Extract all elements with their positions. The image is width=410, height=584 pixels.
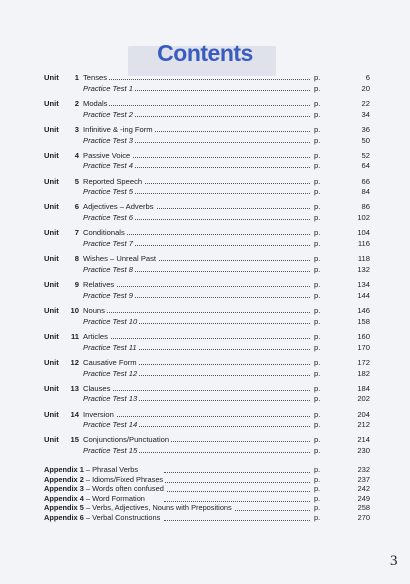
unit-label: Unit: [44, 254, 59, 264]
practice-test-row[interactable]: [44, 290, 370, 301]
unit-row[interactable]: [44, 357, 370, 368]
page-prefix: p.: [314, 503, 321, 512]
unit-number: 4: [74, 150, 79, 160]
unit-entry: [44, 305, 370, 331]
unit-page: 6: [365, 73, 370, 82]
appendix-label: Appendix 6: [44, 512, 84, 522]
page-prefix: p.: [314, 368, 321, 378]
unit-title: Infinitive & -ing Form: [83, 124, 153, 134]
practice-test-title: Practice Test 10: [83, 316, 138, 326]
practice-test-row[interactable]: [44, 83, 370, 94]
unit-entry: [44, 72, 370, 98]
page-prefix: p.: [314, 150, 321, 160]
page-prefix: p.: [314, 409, 321, 419]
practice-test-title: Practice Test 8: [83, 265, 133, 275]
unit-number: 8: [74, 254, 79, 264]
unit-entry: [44, 176, 370, 202]
dot-leader: [104, 338, 310, 339]
unit-label: Unit: [44, 409, 59, 419]
unit-entry: [44, 253, 370, 279]
dot-leader: [104, 390, 310, 391]
practice-test-page: 50: [361, 135, 370, 145]
practice-test-title: Practice Test 3: [83, 135, 133, 145]
unit-row[interactable]: [44, 434, 370, 445]
practice-test-title: Practice Test 9: [83, 290, 133, 300]
unit-title: Reported Speech: [83, 176, 143, 186]
unit-label: Unit: [44, 73, 59, 82]
dot-leader: [164, 472, 310, 473]
unit-label: Unit: [44, 435, 59, 445]
practice-test-page: 34: [361, 109, 370, 119]
unit-title: Tenses: [83, 73, 108, 82]
appendix-page: 232: [357, 465, 370, 474]
page-prefix: p.: [314, 465, 321, 474]
unit-entry: [44, 124, 370, 150]
unit-row[interactable]: [44, 279, 370, 290]
dot-leader: [164, 482, 310, 483]
page-prefix: p.: [314, 239, 321, 249]
unit-row[interactable]: [44, 98, 370, 109]
unit-page: 204: [357, 409, 370, 419]
unit-label: Unit: [44, 383, 59, 393]
page-prefix: p.: [314, 383, 321, 393]
page-prefix: p.: [314, 161, 321, 171]
practice-test-title: Practice Test 13: [83, 394, 138, 404]
page-prefix: p.: [314, 290, 321, 300]
practice-test-title: Practice Test 1: [83, 83, 133, 93]
unit-row[interactable]: [44, 305, 370, 316]
page-title: Contents: [157, 40, 253, 66]
appendix-label: Appendix 3: [44, 484, 84, 493]
practice-test-page: 102: [357, 213, 370, 223]
unit-row[interactable]: [44, 331, 370, 342]
unit-row[interactable]: [44, 201, 370, 212]
page-prefix: p.: [314, 484, 321, 493]
unit-row[interactable]: [44, 383, 370, 394]
unit-entry: [44, 227, 370, 253]
practice-test-page: 230: [357, 446, 370, 456]
practice-test-page: 212: [357, 420, 370, 430]
unit-number: 9: [74, 280, 79, 290]
unit-row[interactable]: [44, 150, 370, 161]
unit-number: 7: [74, 228, 79, 238]
unit-entry: [44, 409, 370, 435]
unit-number: 15: [70, 435, 79, 445]
page-prefix: p.: [314, 124, 321, 134]
page-prefix: p.: [314, 176, 321, 186]
page-prefix: p.: [314, 213, 321, 223]
appendix-label: Appendix 1: [44, 465, 84, 474]
unit-page: 66: [361, 176, 370, 186]
appendix-row[interactable]: [44, 484, 370, 494]
unit-entry: [44, 98, 370, 124]
unit-title: Adjectives – Adverbs: [83, 202, 154, 212]
page-prefix: p.: [314, 331, 321, 341]
units-list: [44, 72, 370, 460]
appendix-title: – Word Formation: [85, 493, 145, 503]
practice-test-row[interactable]: [44, 264, 370, 275]
unit-title: Wishes – Unreal Past: [83, 254, 157, 264]
practice-test-title: Practice Test 11: [83, 342, 137, 352]
unit-entry: [44, 331, 370, 357]
unit-label: Unit: [44, 331, 59, 341]
unit-page: 134: [357, 280, 370, 290]
unit-page: 52: [361, 150, 370, 160]
dot-leader: [164, 501, 310, 502]
appendix-title: – Verbs, Adjectives, Nouns with Prepositions: [85, 503, 232, 512]
unit-page: 146: [357, 306, 370, 316]
unit-number: 10: [70, 306, 79, 316]
unit-title: Passive Voice: [83, 150, 131, 160]
appendix-page: 249: [357, 493, 370, 503]
appendix-name: [44, 513, 162, 523]
appendix-label: Appendix 4: [44, 493, 84, 503]
practice-test-title: Practice Test 15: [83, 446, 138, 456]
dot-leader: [104, 105, 310, 106]
page-prefix: p.: [314, 342, 321, 352]
page-prefix: p.: [314, 474, 321, 484]
practice-test-page: 182: [357, 368, 370, 378]
unit-label: Unit: [44, 202, 59, 212]
practice-test-row[interactable]: [44, 212, 370, 223]
page-prefix: p.: [314, 98, 321, 108]
unit-title: Conjunctions/Punctuation: [83, 435, 170, 445]
unit-row[interactable]: [44, 227, 370, 238]
unit-row[interactable]: [44, 253, 370, 264]
page-prefix: p.: [314, 306, 321, 316]
unit-page: 118: [357, 254, 370, 264]
unit-row[interactable]: [44, 124, 370, 135]
practice-test-row[interactable]: [44, 342, 370, 353]
unit-title: Inversion: [83, 409, 114, 419]
page-number: 3: [390, 553, 398, 569]
unit-label: Unit: [44, 176, 59, 186]
practice-test-row[interactable]: [44, 160, 370, 171]
page-prefix: p.: [314, 316, 321, 326]
practice-test-page: 116: [357, 239, 370, 249]
unit-number: 13: [70, 383, 79, 393]
page-prefix: p.: [314, 435, 321, 445]
page-prefix: p.: [314, 280, 321, 290]
page-prefix: p.: [314, 265, 321, 275]
unit-number: 11: [70, 331, 79, 341]
practice-test-page: 202: [357, 394, 370, 404]
practice-test-title: Practice Test 4: [83, 161, 133, 171]
practice-test-row[interactable]: [44, 393, 370, 404]
unit-number: 5: [74, 176, 79, 186]
dot-leader: [104, 79, 310, 80]
practice-test-page: 170: [357, 342, 370, 352]
practice-test-row[interactable]: [44, 445, 370, 456]
appendix-page: 270: [357, 512, 370, 522]
page-prefix: p.: [314, 109, 321, 119]
appendix-row[interactable]: [44, 465, 370, 475]
page-prefix: p.: [314, 512, 321, 522]
appendix-title: – Phrasal Verbs: [85, 465, 139, 474]
unit-number: 12: [70, 357, 79, 367]
practice-test-row[interactable]: [44, 186, 370, 197]
practice-test-title: Practice Test 2: [83, 109, 133, 119]
unit-number: 2: [74, 98, 79, 108]
unit-entry: [44, 357, 370, 383]
unit-title: Articles: [83, 331, 108, 341]
practice-test-title: Practice Test 12: [83, 368, 138, 378]
practice-test-page: 84: [361, 187, 370, 197]
appendix-label: Appendix 2: [44, 474, 84, 484]
unit-title: Modals: [83, 98, 108, 108]
practice-test-row[interactable]: [44, 135, 370, 146]
appendix-page: 242: [357, 484, 370, 493]
appendix-list: [44, 465, 370, 522]
dot-leader: [104, 312, 310, 313]
unit-page: 184: [357, 383, 370, 393]
unit-number: 3: [74, 124, 79, 134]
appendix-title: – Words often confused: [85, 484, 164, 493]
unit-number: 6: [74, 202, 79, 212]
unit-label: Unit: [44, 306, 59, 316]
page-prefix: p.: [314, 493, 321, 503]
practice-test-title: Practice Test 5: [83, 187, 133, 197]
unit-label: Unit: [44, 98, 59, 108]
appendix-title: – Verbal Constructions: [85, 512, 161, 522]
practice-test-page: 132: [357, 265, 370, 275]
page-prefix: p.: [314, 202, 321, 212]
practice-test-title: Practice Test 6: [83, 213, 133, 223]
unit-row[interactable]: [44, 409, 370, 420]
practice-test-title: Practice Test 14: [83, 420, 138, 430]
dot-leader: [104, 286, 310, 287]
unit-page: 86: [361, 202, 370, 212]
unit-label: Unit: [44, 280, 59, 290]
unit-title: Conditionals: [83, 228, 125, 238]
unit-page: 22: [361, 98, 370, 108]
unit-title: Clauses: [83, 383, 111, 393]
appendix-row[interactable]: [44, 513, 370, 523]
appendix-name: [44, 465, 140, 475]
appendix-name: [44, 494, 147, 504]
unit-label: Unit: [44, 150, 59, 160]
unit-entry: [44, 383, 370, 409]
page-prefix: p.: [314, 187, 321, 197]
practice-test-row[interactable]: [44, 419, 370, 430]
unit-page: 36: [361, 124, 370, 134]
unit-row[interactable]: [44, 176, 370, 187]
practice-test-page: 20: [361, 83, 370, 93]
unit-page: 214: [357, 435, 370, 445]
page-prefix: p.: [314, 394, 321, 404]
unit-entry: [44, 201, 370, 227]
unit-number: 14: [70, 409, 79, 419]
appendix-name: [44, 475, 165, 485]
page-prefix: p.: [314, 83, 321, 93]
unit-label: Unit: [44, 357, 59, 367]
page-prefix: p.: [314, 254, 321, 264]
appendix-page: 258: [357, 503, 370, 512]
unit-row[interactable]: [44, 72, 370, 83]
practice-test-page: 144: [357, 290, 370, 300]
practice-test-row[interactable]: [44, 109, 370, 120]
dot-leader: [164, 491, 310, 492]
appendix-label: Appendix 5: [44, 503, 84, 512]
unit-entry: [44, 150, 370, 176]
unit-page: 104: [357, 228, 370, 238]
unit-entry: [44, 279, 370, 305]
practice-test-page: 64: [361, 161, 370, 171]
unit-label: Unit: [44, 228, 59, 238]
appendix-name: [44, 484, 166, 494]
unit-page: 160: [357, 331, 370, 341]
appendix-row[interactable]: [44, 475, 370, 485]
appendix-name: [44, 503, 234, 513]
practice-test-page: 158: [357, 316, 370, 326]
unit-title: Relatives: [83, 280, 115, 290]
appendix-title: – Idioms/Fixed Phrases: [85, 474, 164, 484]
page-prefix: p.: [314, 420, 321, 430]
dot-leader: [164, 520, 310, 521]
dot-leader: [104, 416, 310, 417]
page-prefix: p.: [314, 135, 321, 145]
page-prefix: p.: [314, 73, 321, 82]
unit-number: 1: [74, 73, 79, 82]
appendix-row[interactable]: [44, 503, 370, 513]
practice-test-row[interactable]: [44, 238, 370, 249]
unit-label: Unit: [44, 124, 59, 134]
page-prefix: p.: [314, 446, 321, 456]
appendix-row[interactable]: [44, 494, 370, 504]
unit-page: 172: [357, 357, 370, 367]
unit-entry: [44, 434, 370, 460]
page-prefix: p.: [314, 228, 321, 238]
practice-test-title: Practice Test 7: [83, 239, 133, 249]
dot-leader: [104, 234, 310, 235]
unit-title: Causative Form: [83, 357, 137, 367]
practice-test-row[interactable]: [44, 368, 370, 379]
page-prefix: p.: [314, 357, 321, 367]
dot-leader: [104, 157, 310, 158]
unit-title: Nouns: [83, 306, 105, 316]
practice-test-row[interactable]: [44, 316, 370, 327]
appendix-page: 237: [357, 474, 370, 484]
